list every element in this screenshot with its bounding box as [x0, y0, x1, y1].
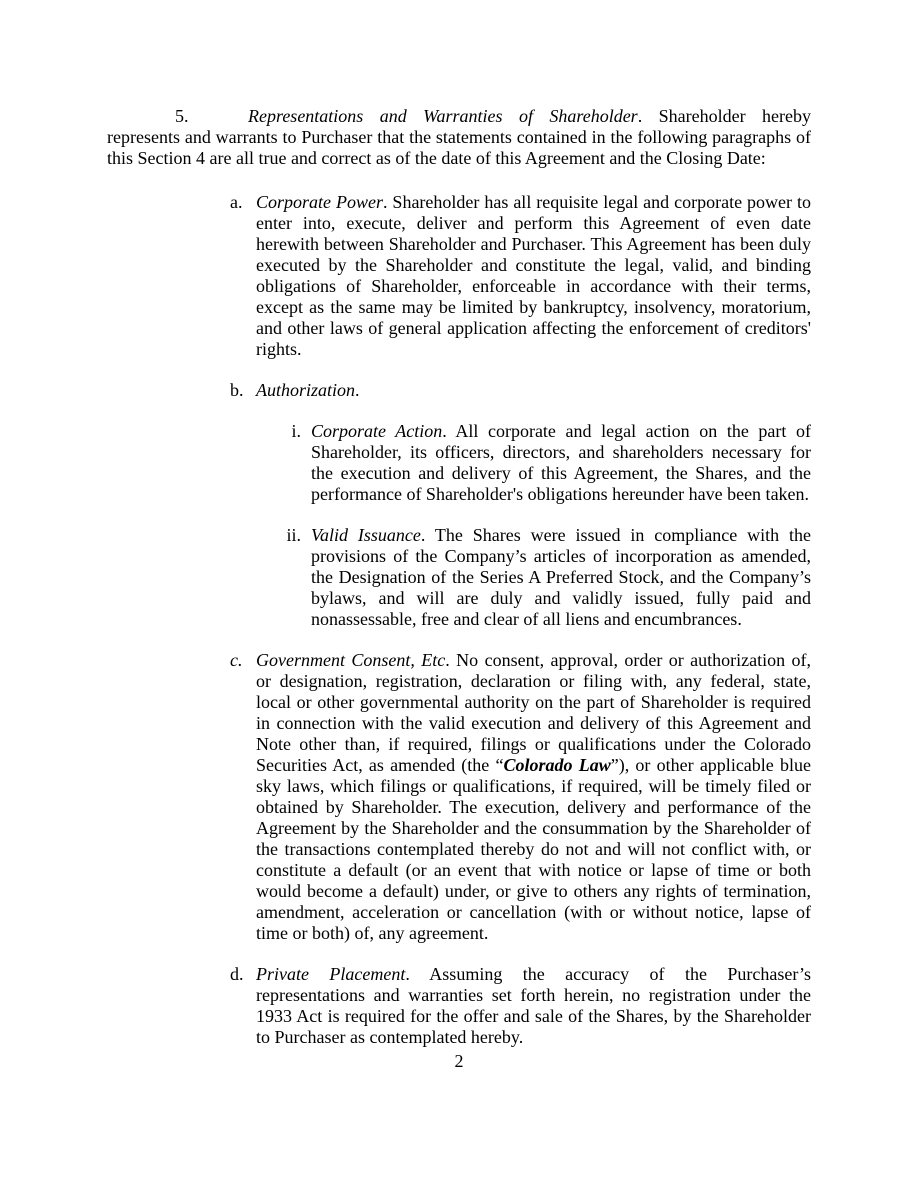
list-item-a: [230, 192, 811, 360]
item-b-ii-body: . The Shares were issued in compliance with the provisions of the Company’s articles of incorporation as amended, the Designation of the Series A Preferred Stock, and the Company’s bylaws, and will are duly and validly issued, fully paid and nonassessable, free and clear of all liens and encumbrances.: [311, 525, 812, 629]
defined-term-colorado-law: Colorado Law: [503, 755, 611, 775]
list-item-c: [230, 650, 812, 944]
item-a-body: . Shareholder has all requisite legal and corporate power to enter into, execute, deliver and perform this Agreement of even date herewith between Shareholder and Purchaser. This Agreement has been duly executed by the Shareholder and constitute the legal, valid, and binding obligations of Shareholder, enforceable in accordance with their terms, except as the same may be limited by bankruptcy, insolvency, moratorium, and other laws of general application affecting the enforcement of creditors' rights.: [256, 192, 811, 359]
item-c-heading: Government Consent, Etc: [256, 650, 446, 670]
page-number: 2: [454, 1051, 464, 1071]
item-c-body-before: . No consent, approval, order or authorization of, or designation, registration, declaration or filing with, any federal, state, local or other governmental authority on the part of Shareholder is required in connection with the valid execution and delivery of this Agreement and Note other than, if required, filings or qualifications under the Colorado Securities Act, as amended (the “: [256, 650, 812, 775]
section-number: 5.: [175, 106, 189, 126]
list-marker-a: a.: [230, 192, 243, 212]
section-heading: Representations and Warranties of Shareholder: [248, 106, 638, 126]
list-marker-c: c.: [230, 650, 243, 670]
item-d-body: . Assuming the accuracy of the Purchaser’s representations and warranties set forth herein, no registration under the 1933 Act is required for the offer and sale of the Shares, by the Shareholder to Purchaser as contemplated hereby.: [256, 964, 811, 1047]
section-body-text: . Shareholder hereby represents and warrants to Purchaser that the statements contained in the following paragraphs of this Section 4 are all true and correct as of the date of this Agreement and the Closing Date:: [107, 106, 811, 168]
item-b-i-body: . All corporate and legal action on the part of Shareholder, its officers, directors, and shareholders necessary for the execution and delivery of this Agreement, the Shares, and the performance of Shareholder's obligations hereunder have been taken.: [311, 421, 811, 504]
item-b-heading: Authorization: [256, 380, 356, 400]
item-b-ii-heading: Valid Issuance: [311, 525, 421, 545]
item-b-body: .: [355, 380, 360, 400]
list-item-d: [230, 964, 811, 1048]
list-marker-b-i: i.: [291, 421, 301, 441]
item-d-heading: Private Placement: [256, 964, 406, 984]
item-a-heading: Corporate Power: [256, 192, 383, 212]
list-marker-b: b.: [230, 380, 244, 400]
list-item-b-ii: [286, 525, 812, 630]
list-marker-b-ii: ii.: [286, 525, 301, 545]
list-item-b-i: [291, 421, 811, 505]
list-item-b: [230, 380, 811, 401]
section-5-paragraph: [107, 106, 811, 169]
list-marker-d: d.: [230, 964, 244, 984]
item-c-body-after: ”), or other applicable blue sky laws, which filings or qualifications, if required, will be timely filed or obtained by Shareholder. The execution, delivery and performance of the Agreement by the Shareholder and the consummation by the Shareholder of the transactions contemplated thereby do not and will not conflict with, or constitute a default (or an event that with notice or lapse of time or both would become a default) under, or give to others any rights of termination, amendment, acceleration or cancellation (with or without notice, lapse of time or both) of, any agreement.: [256, 755, 811, 943]
item-b-i-heading: Corporate Action: [311, 421, 443, 441]
